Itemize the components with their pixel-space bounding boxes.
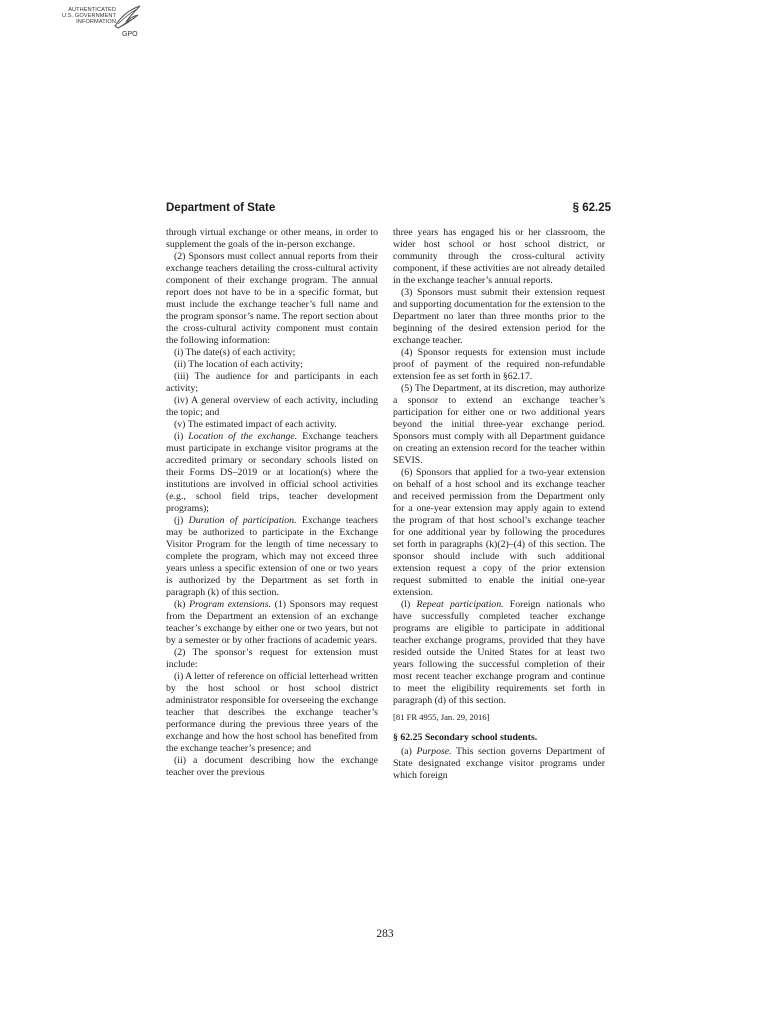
logo-line: AUTHENTICATED	[68, 7, 116, 13]
paragraph-text: Exchange teachers may be authorized to participate in the Exchange Visitor Program for the length of time necessary to complete the program, which may not exceed three years unless a specific extension of one or two years is authorized by the Department as set forth in paragraph (k) of this section.	[166, 515, 378, 598]
paragraph-heading: Repeat participation.	[416, 599, 504, 610]
paragraph-lead: (k)	[174, 599, 190, 610]
paragraph	[166, 755, 378, 779]
paragraph	[166, 347, 378, 359]
paragraph-text: through virtual exchange or other means, in order to supplement the goals of the in-person exchange.	[166, 227, 378, 250]
paragraph-text: (i) A letter of reference on official letterhead written by the host school or host school district administrator responsible for overseeing the exchange teacher that describes the exchange teacher’s performance during the previous three years of the exchange and how the host school has benefited from the exchange teacher’s presence; and	[166, 671, 378, 754]
paragraph-text: (ii) a document describing how the exchange teacher over the previous	[166, 755, 378, 778]
paragraph	[393, 227, 605, 287]
paragraph-text: (6) Sponsors that applied for a two-year extension on behalf of a host school and its exchange teacher and received permission from the Department only for a one-year extension may apply again to extend the program of that host school’s exchange teacher for one additional year by following the procedures set forth in paragraphs (k)(2)–(4) of this section. The sponsor should include with such additional extension request a copy of the prior extension request submitted to enable the initial one-year extension.	[393, 467, 605, 598]
paragraph	[393, 287, 605, 347]
right-column-body	[393, 227, 605, 707]
section-heading: § 62.25 Secondary school students.	[393, 732, 538, 743]
left-column	[166, 227, 378, 779]
paragraph-text: (2) The sponsor’s request for extension must include:	[166, 647, 378, 670]
paragraph-text: (iii) The audience for and participants in each activity;	[166, 371, 378, 394]
running-head	[166, 202, 611, 218]
paragraph	[166, 431, 378, 515]
paragraph-heading: Location of the exchange.	[188, 431, 298, 442]
paragraph	[393, 467, 605, 599]
paragraph-text: (1) Sponsors may request from the Department an extension of an exchange teacher’s exchange by either one or two years, but not by a semester or by other fractions of academic years.	[166, 599, 378, 646]
paragraph	[166, 515, 378, 599]
paragraph-text: (2) Sponsors must collect annual reports from their exchange teachers detailing the cross-cultural activity component of their exchange program. The annual report does not have to be in a specific format, but must include the exchange teacher’s full name and the program sponsor’s name. The report section about the cross-cultural activity component must contain the following information:	[166, 251, 378, 346]
citation: [81 FR 4955, Jan. 29, 2016]	[393, 712, 490, 722]
paragraph	[393, 599, 605, 707]
paragraph	[166, 371, 378, 395]
section-paragraph	[393, 746, 605, 782]
paragraph-heading: Duration of participation.	[188, 515, 297, 526]
paragraph-text: (ii) The location of each activity;	[174, 359, 304, 370]
paragraph-text: This section governs Department of State designated exchange visitor programs under which foreign	[393, 746, 605, 781]
paragraph-text: three years has engaged his or her classroom, the wider host school or host school district, or community through the cross-cultural activity component, if these activities are not already detailed in the exchange teacher’s annual reports.	[393, 227, 605, 286]
page-number: 283	[376, 928, 394, 940]
running-head-section: § 62.25	[572, 202, 611, 214]
paragraph-lead: (j)	[174, 515, 189, 526]
paragraph-text: (v) The estimated impact of each activity.	[174, 419, 337, 430]
paragraph-text: (3) Sponsors must submit their extension request and supporting documentation for the extension to the Department no later than three months prior to the beginning of the desired extension period for the exchange teacher.	[393, 287, 605, 346]
paragraph-heading: Program extensions.	[189, 599, 271, 610]
gpo-logo-text	[30, 7, 116, 26]
paragraph	[166, 647, 378, 671]
paragraph	[166, 251, 378, 347]
paragraph	[166, 359, 378, 371]
paragraph-text: (iv) A general overview of each activity, including the topic; and	[166, 395, 378, 418]
paragraph-heading: Purpose.	[416, 746, 452, 757]
paragraph	[166, 419, 378, 431]
paragraph	[166, 671, 378, 755]
logo-line: INFORMATION	[76, 19, 116, 26]
paragraph-text: (5) The Department, at its discretion, may authorize a sponsor to extend an exchange teacher’s participation for either one or two additional years beyond the initial three-year exchange period. Sponsors must comply with all Department guidance on creating an extension record for the teacher within SEVIS.	[393, 383, 605, 466]
paragraph	[166, 599, 378, 647]
running-head-agency: Department of State	[166, 202, 276, 214]
right-column	[393, 227, 605, 782]
paragraph	[166, 395, 378, 419]
gpo-mark: GPO	[122, 31, 138, 38]
paragraph-lead: (i)	[174, 431, 189, 442]
paragraph-text: (4) Sponsor requests for extension must include proof of payment of the required non-refundable extension fee as set forth in §62.17.	[393, 347, 605, 382]
logo-line: U.S. GOVERNMENT	[61, 13, 116, 20]
paragraph	[393, 383, 605, 467]
paragraph-text: (i) The date(s) of each activity;	[174, 347, 296, 358]
paragraph-lead: (l)	[401, 599, 417, 610]
paragraph-text: Exchange teachers must participate in exchange visitor programs at the accredited primary or secondary schools listed on their Forms DS–2019 or at location(s) where the institutions are involved in official school activities (e.g., school field trips, teacher development programs);	[166, 431, 378, 514]
paragraph	[166, 227, 378, 251]
gpo-authentication-logo	[30, 4, 142, 46]
paragraph-text: Foreign nationals who have successfully completed teacher exchange programs are eligible to participate in additional teacher exchange programs, provided that they have resided outside the United States for at least two years following the successful completion of their most recent teacher exchange program and continue to meet the eligibility requirements set forth in paragraph (d) of this section.	[393, 599, 606, 706]
paragraph-lead: (a)	[401, 746, 417, 757]
eagle-icon	[112, 4, 142, 32]
paragraph	[393, 347, 605, 383]
